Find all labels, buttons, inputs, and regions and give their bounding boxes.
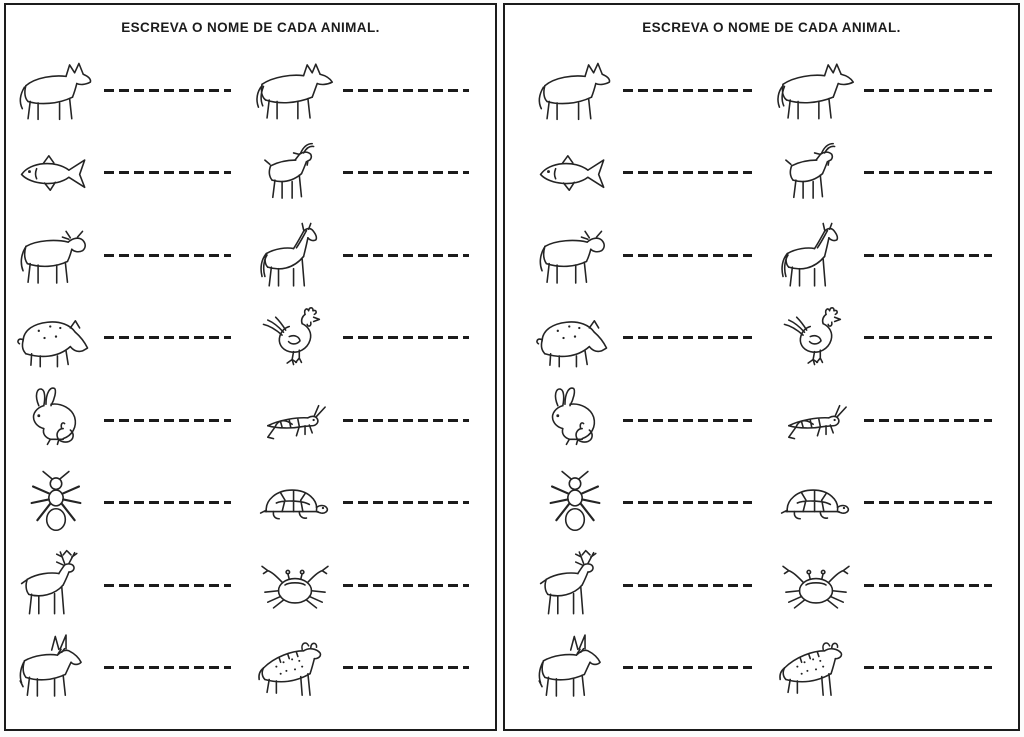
answer-line-fish[interactable] xyxy=(104,171,231,174)
row-wolf xyxy=(772,49,1013,132)
fish-icon xyxy=(531,133,619,213)
row-hyena xyxy=(251,627,490,710)
page-columns xyxy=(525,35,1018,709)
page-title: ESCREVA O NOME DE CADA ANIMAL. xyxy=(121,20,380,35)
animal-column-2 xyxy=(772,49,1013,709)
answer-line-dog[interactable] xyxy=(104,89,231,92)
answer-line-donkey[interactable] xyxy=(623,666,752,669)
wolf-icon xyxy=(772,50,860,130)
row-fish xyxy=(12,132,251,215)
row-cow xyxy=(12,214,251,297)
row-rooster xyxy=(772,297,1013,380)
answer-line-goat[interactable] xyxy=(864,171,993,174)
grasshopper-icon xyxy=(772,380,860,460)
row-crab xyxy=(772,544,1013,627)
answer-line-deer[interactable] xyxy=(104,584,231,587)
answer-line-crab[interactable] xyxy=(864,584,993,587)
answer-line-goat[interactable] xyxy=(343,171,470,174)
dog-icon xyxy=(531,50,619,130)
cow-icon xyxy=(531,215,619,295)
answer-line-rabbit[interactable] xyxy=(623,419,752,422)
boar-icon xyxy=(531,298,619,378)
row-rooster xyxy=(251,297,490,380)
turtle-icon xyxy=(251,463,339,543)
row-goat xyxy=(772,132,1013,215)
answer-line-deer[interactable] xyxy=(623,584,752,587)
answer-line-horse[interactable] xyxy=(343,254,470,257)
hyena-icon xyxy=(251,628,339,708)
ant-icon xyxy=(531,463,619,543)
answer-line-donkey[interactable] xyxy=(104,666,231,669)
horse-icon xyxy=(772,215,860,295)
rabbit-icon xyxy=(12,380,100,460)
answer-line-wolf[interactable] xyxy=(343,89,470,92)
animal-column-2 xyxy=(251,49,490,709)
answer-line-hyena[interactable] xyxy=(864,666,993,669)
row-grasshopper xyxy=(772,379,1013,462)
hyena-icon xyxy=(772,628,860,708)
row-dog xyxy=(531,49,772,132)
row-rabbit xyxy=(12,379,251,462)
row-donkey xyxy=(12,627,251,710)
crab-icon xyxy=(251,545,339,625)
answer-line-ant[interactable] xyxy=(104,501,231,504)
deer-icon xyxy=(12,545,100,625)
row-deer xyxy=(531,544,772,627)
row-crab xyxy=(251,544,490,627)
boar-icon xyxy=(12,298,100,378)
row-hyena xyxy=(772,627,1013,710)
animal-column-1 xyxy=(12,49,251,709)
row-rabbit xyxy=(531,379,772,462)
donkey-icon xyxy=(531,628,619,708)
answer-line-grasshopper[interactable] xyxy=(864,419,993,422)
row-ant xyxy=(531,462,772,545)
answer-line-hyena[interactable] xyxy=(343,666,470,669)
deer-icon xyxy=(531,545,619,625)
answer-line-ant[interactable] xyxy=(623,501,752,504)
wolf-icon xyxy=(251,50,339,130)
answer-line-horse[interactable] xyxy=(864,254,993,257)
row-turtle xyxy=(772,462,1013,545)
answer-line-turtle[interactable] xyxy=(343,501,470,504)
row-donkey xyxy=(531,627,772,710)
worksheet-page-1 xyxy=(4,3,497,731)
goat-icon xyxy=(251,133,339,213)
row-boar xyxy=(12,297,251,380)
animal-column-1 xyxy=(531,49,772,709)
answer-line-cow[interactable] xyxy=(623,254,752,257)
dog-icon xyxy=(12,50,100,130)
answer-line-wolf[interactable] xyxy=(864,89,993,92)
row-deer xyxy=(12,544,251,627)
ant-icon xyxy=(12,463,100,543)
answer-line-rooster[interactable] xyxy=(343,336,470,339)
worksheet-page-2 xyxy=(503,3,1020,731)
donkey-icon xyxy=(12,628,100,708)
rabbit-icon xyxy=(531,380,619,460)
crab-icon xyxy=(772,545,860,625)
answer-line-rooster[interactable] xyxy=(864,336,993,339)
row-fish xyxy=(531,132,772,215)
answer-line-boar[interactable] xyxy=(623,336,752,339)
page-columns xyxy=(6,35,495,709)
row-turtle xyxy=(251,462,490,545)
rooster-icon xyxy=(251,298,339,378)
turtle-icon xyxy=(772,463,860,543)
row-horse xyxy=(772,214,1013,297)
row-ant xyxy=(12,462,251,545)
row-horse xyxy=(251,214,490,297)
answer-line-fish[interactable] xyxy=(623,171,752,174)
answer-line-turtle[interactable] xyxy=(864,501,993,504)
answer-line-cow[interactable] xyxy=(104,254,231,257)
row-grasshopper xyxy=(251,379,490,462)
rooster-icon xyxy=(772,298,860,378)
fish-icon xyxy=(12,133,100,213)
answer-line-dog[interactable] xyxy=(623,89,752,92)
answer-line-crab[interactable] xyxy=(343,584,470,587)
horse-icon xyxy=(251,215,339,295)
row-cow xyxy=(531,214,772,297)
grasshopper-icon xyxy=(251,380,339,460)
row-boar xyxy=(531,297,772,380)
answer-line-grasshopper[interactable] xyxy=(343,419,470,422)
answer-line-boar[interactable] xyxy=(104,336,231,339)
goat-icon xyxy=(772,133,860,213)
cow-icon xyxy=(12,215,100,295)
page-title: ESCREVA O NOME DE CADA ANIMAL. xyxy=(642,20,901,35)
row-dog xyxy=(12,49,251,132)
row-goat xyxy=(251,132,490,215)
row-wolf xyxy=(251,49,490,132)
answer-line-rabbit[interactable] xyxy=(104,419,231,422)
